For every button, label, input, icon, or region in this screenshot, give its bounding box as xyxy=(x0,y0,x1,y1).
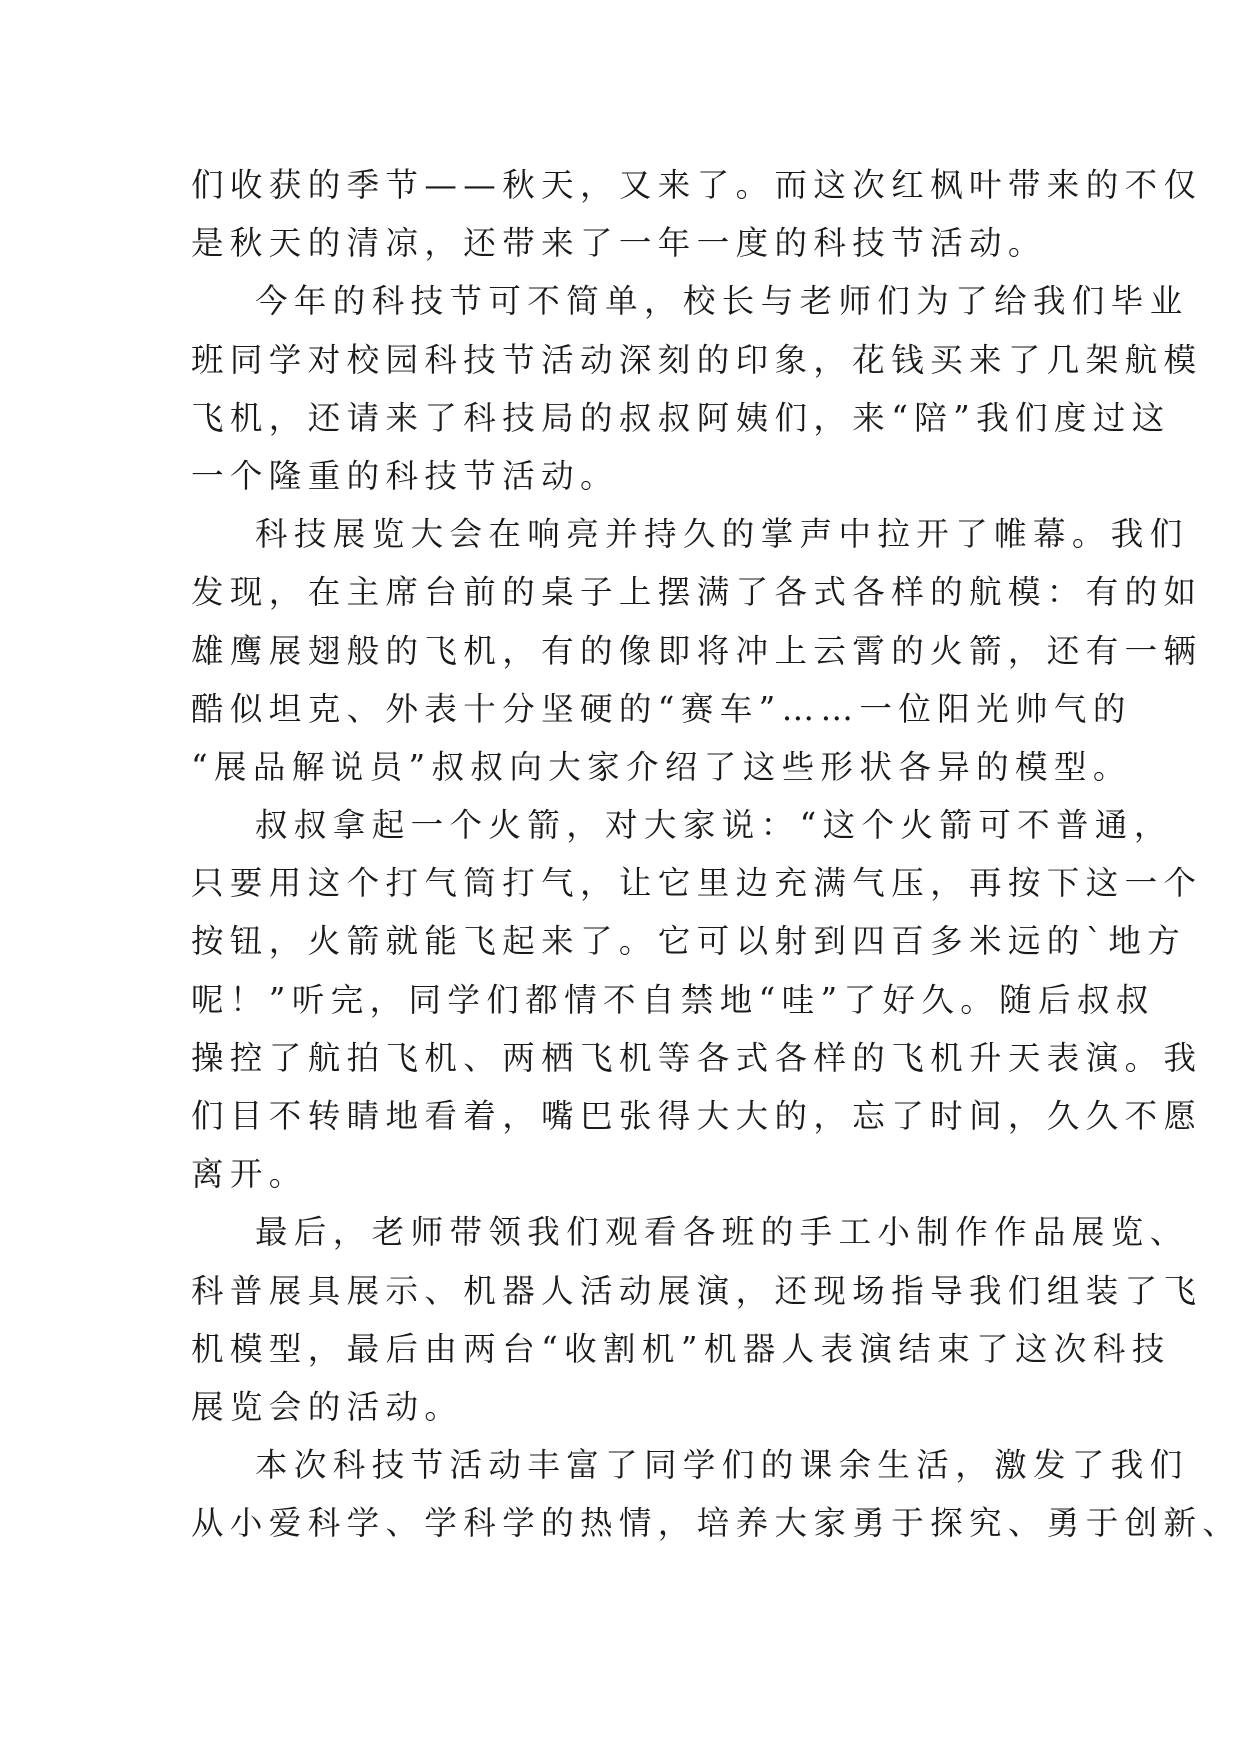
text-line: “展品解说员”叔叔向大家介绍了这些形状各异的模型。 xyxy=(191,747,1132,786)
paragraph-start-line: 本次科技节活动丰富了同学们的课余生活，激发了我们 xyxy=(255,1446,1189,1485)
paragraph-start-line: 今年的科技节可不简单，校长与老师们为了给我们毕业 xyxy=(255,282,1189,321)
text-line: 酷似坦克、外表十分坚硬的“赛车”……一位阳光帅气的 xyxy=(191,689,1132,728)
text-line: 班同学对校园科技节活动深刻的印象，花钱买来了几架航模 xyxy=(191,340,1203,379)
text-line: 展览会的活动。 xyxy=(191,1387,464,1426)
text-line: 离开。 xyxy=(191,1155,308,1194)
text-line: 按钮，火箭就能飞起来了。它可以射到四百多米远的`地方 xyxy=(191,922,1187,961)
text-line: 是秋天的清凉，还带来了一年一度的科技节活动。 xyxy=(191,224,1047,263)
text-line: 只要用这个打气筒打气，让它里边充满气压，再按下这一个 xyxy=(191,864,1203,903)
text-line: 们目不转睛地看着，嘴巴张得大大的，忘了时间，久久不愿 xyxy=(191,1097,1203,1135)
paragraph-start-line: 最后，老师带领我们观看各班的手工小制作作品展览、 xyxy=(255,1213,1189,1252)
text-line: 飞机，还请来了科技局的叔叔阿姨们，来“陪”我们度过这 xyxy=(191,398,1171,437)
text-line: 雄鹰展翅般的飞机，有的像即将冲上云霄的火箭，还有一辆 xyxy=(191,631,1203,670)
text-line: 从小爱科学、学科学的热情，培养大家勇于探究、勇于创新、 xyxy=(191,1504,1241,1543)
text-line: 操控了航拍飞机、两栖飞机等各式各样的飞机升天表演。我 xyxy=(191,1038,1203,1077)
essay-body xyxy=(191,156,1241,1553)
text-line: 科普展具展示、机器人活动展演，还现场指导我们组装了飞 xyxy=(191,1271,1203,1310)
paragraph-start-line: 科技展览大会在响亮并持久的掌声中拉开了帷幕。我们 xyxy=(255,515,1189,554)
text-line: 机模型，最后由两台“收割机”机器人表演结束了这次科技 xyxy=(191,1329,1171,1368)
text-line: 一个隆重的科技节活动。 xyxy=(191,456,619,495)
text-line: 们收获的季节——秋天，又来了。而这次红枫叶带来的不仅 xyxy=(191,166,1203,204)
text-line: 发现，在主席台前的桌子上摆满了各式各样的航模：有的如 xyxy=(191,573,1203,612)
paragraph-start-line: 叔叔拿起一个火箭，对大家说：“这个火箭可不普通， xyxy=(255,806,1173,845)
text-line: 呢！”听完，同学们都情不自禁地“哇”了好久。随后叔叔 xyxy=(191,980,1155,1019)
